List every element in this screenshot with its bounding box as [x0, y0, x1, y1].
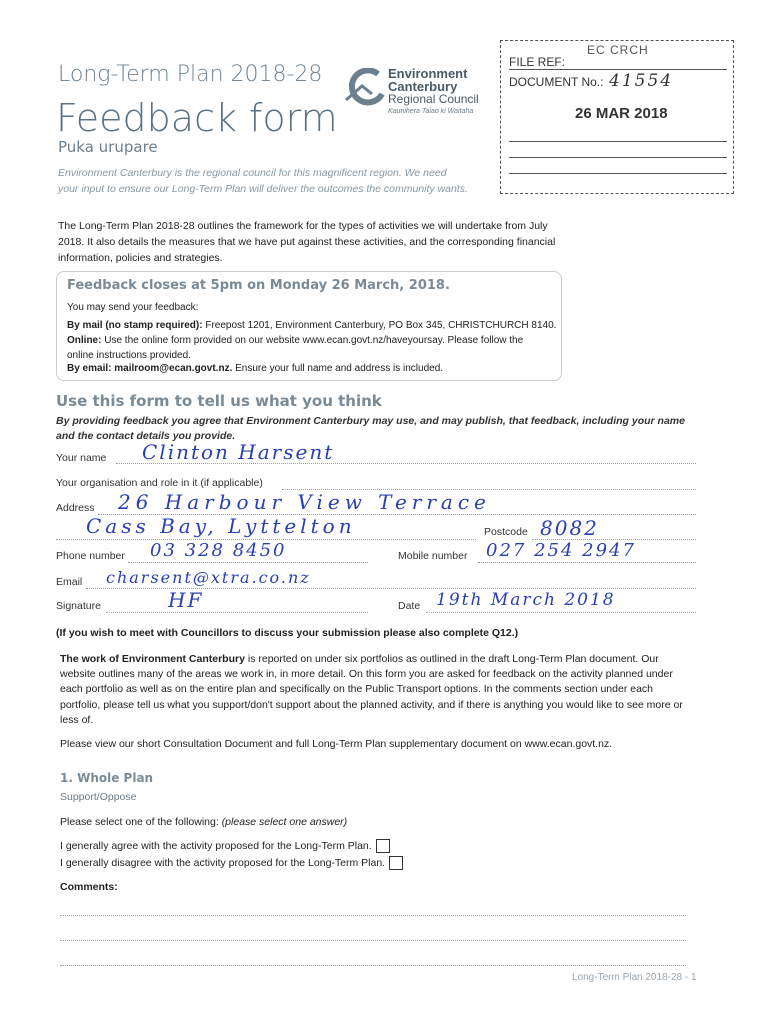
q1-instruction-text: Please select one of the following: [60, 816, 222, 828]
phone-label: Phone number [56, 550, 125, 562]
stamp-doc-no: DOCUMENT No.: [509, 75, 604, 89]
email-value: charsent@xtra.co.nz [106, 568, 311, 587]
comments-line-3[interactable] [60, 964, 686, 966]
comments-line-1[interactable] [60, 914, 686, 916]
stamp-date: 26 MAR 2018 [575, 105, 668, 122]
phone-field[interactable] [128, 561, 368, 563]
address-line1-value: 26 Harbour View Terrace [118, 490, 491, 514]
work-paragraph [60, 652, 688, 728]
form-heading: Use this form to tell us what you think [56, 392, 382, 410]
name-label: Your name [56, 452, 107, 464]
address-line2-value: Cass Bay, Lyttelton [86, 514, 356, 538]
q1-instruction [60, 816, 347, 828]
closing-email [67, 363, 547, 374]
mobile-value: 027 254 2947 [486, 540, 636, 561]
date-value: 19th March 2018 [436, 590, 616, 610]
logo-line1: Environment [388, 66, 468, 81]
q1-option-agree-label: I generally agree with the activity proposed for the Long-Term Plan. [60, 839, 372, 852]
postcode-label: Postcode [484, 526, 528, 538]
address-label: Address [56, 502, 95, 514]
intro-text: Environment Canterbury is the regional council for this magnificent region. We need your input to ensure our Long-Term Plan will deliver the outcomes the community wants. [58, 167, 468, 195]
work-text: is reported on under six portfolios as outlined in the draft Long-Term Plan document. Our website outlines many of the areas we work in, in more detail. On this form you are asked for feedback on the activity planned under each portfolio as well as on the entire plan and specifically on the Public Transport options. In the comments section under each portfolio, please tell us what you support/don't support about the planned activity, and if there is anything you would like to see more or less of. [60, 653, 683, 726]
logo-line2: Canterbury [388, 79, 458, 94]
signature-value: HF [168, 588, 204, 612]
closing-email-text: Ensure your full name and address is included. [232, 363, 444, 374]
q1-option-disagree-label: I generally disagree with the activity proposed for the Long-Term Plan. [60, 856, 386, 869]
logo [342, 66, 502, 126]
logo-maori: Kaunihera Taiao ki Waitaha [388, 108, 474, 115]
closing-heading: Feedback closes at 5pm on Monday 26 March, 2018. [67, 278, 450, 293]
closing-send: You may send your feedback: [67, 302, 199, 313]
ecan-logo-icon [342, 68, 386, 108]
stamp-divider [509, 141, 727, 142]
closing-online-label: Online: [67, 335, 102, 346]
page-title: Feedback form [56, 96, 338, 140]
mobile-field[interactable] [478, 561, 696, 563]
q1-sub: Support/Oppose [60, 791, 137, 803]
stamp-divider [509, 69, 727, 70]
q1-option-agree[interactable] [60, 839, 390, 853]
closing-mail-label: By mail (no stamp required): [67, 320, 203, 331]
date-field[interactable] [426, 611, 696, 613]
q1-instruction-em: (please select one answer) [221, 816, 348, 828]
signature-field[interactable] [106, 611, 368, 613]
phone-value: 03 328 8450 [150, 540, 287, 561]
closing-online-text: Use the online form provided on our website www.ecan.govt.nz/haveyoursay. Please follow the online instructions provided. [67, 335, 524, 361]
date-label: Date [398, 600, 421, 612]
stamp-file-ref: FILE REF: [509, 55, 566, 69]
closing-online [67, 333, 547, 363]
stamp-divider [509, 173, 727, 174]
logo-line3: Regional Council [388, 92, 479, 106]
postcode-value: 8082 [540, 516, 599, 540]
q1-agree-checkbox[interactable] [376, 839, 390, 853]
closing-email-label: By email: mailroom@ecan.govt.nz. [67, 363, 233, 374]
comments-line-2[interactable] [60, 939, 686, 941]
q1-comments-label: Comments: [60, 881, 118, 893]
signature-label: Signature [56, 600, 101, 612]
closing-box [56, 271, 562, 381]
work-bold: The work of Environment Canterbury [60, 653, 245, 665]
consent-text: By providing feedback you agree that Environment Canterbury may use, and may publish, that feedback, including your name and the contact details you provide. [56, 415, 685, 442]
plan-description: The Long-Term Plan 2018-28 outlines the framework for the types of activities we will undertake from July 2018. It also details the measures that we have put against these activities, and the corresponding financial information, policies and strategies. [58, 220, 556, 264]
org-label: Your organisation and role in it (if applicable) [56, 477, 263, 489]
page-footer: Long-Term Plan 2018-28 - 1 [572, 972, 697, 983]
q1-disagree-checkbox[interactable] [389, 856, 403, 870]
closing-mail [67, 318, 557, 333]
q1-heading: 1. Whole Plan [60, 771, 154, 785]
mobile-label: Mobile number [398, 550, 468, 562]
page-subtitle: Puka urupare [58, 138, 158, 156]
view-text: Please view our short Consultation Document and full Long-Term Plan supplementary document on www.ecan.govt.nz. [60, 738, 613, 750]
plan-title: Long-Term Plan 2018-28 [58, 62, 323, 87]
q1-option-disagree[interactable] [60, 856, 403, 870]
stamp-top-mark: EC CRCH [587, 43, 649, 57]
stamp-divider [509, 157, 727, 158]
received-stamp [500, 40, 734, 194]
name-value: Clinton Harsent [142, 440, 335, 464]
stamp-doc-no-value: 41554 [609, 71, 674, 91]
email-label: Email [56, 576, 83, 588]
meet-note: (If you wish to meet with Councillors to discuss your submission please also complete Q12.) [56, 627, 519, 639]
closing-mail-text: Freepost 1201, Environment Canterbury, PO Box 345, CHRISTCHURCH 8140. [202, 320, 557, 331]
